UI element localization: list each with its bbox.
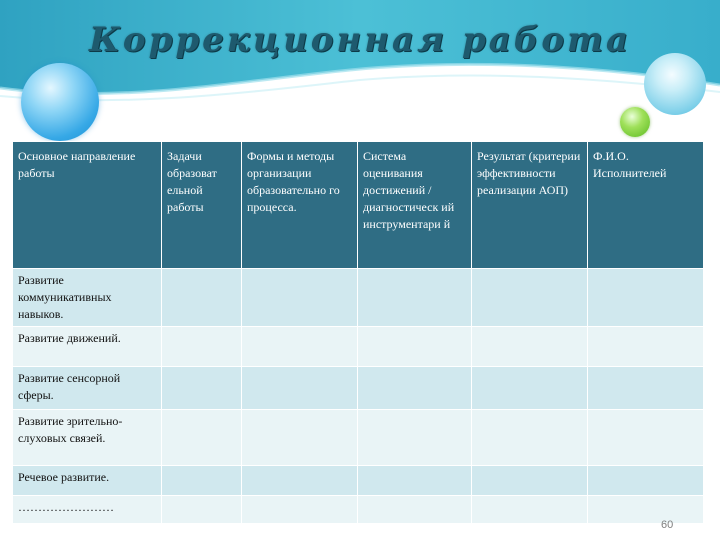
table-cell [588, 367, 704, 410]
table-cell [358, 496, 472, 524]
table-row [13, 496, 704, 524]
header-cell-executors: Ф.И.О. Исполнителей [588, 142, 704, 269]
table-row [13, 367, 704, 410]
table-cell [358, 466, 472, 496]
header-cell-tasks: Задачи образоват ельной работы [162, 142, 242, 269]
table-cell [472, 496, 588, 524]
table-cell [162, 269, 242, 327]
table-cell [242, 466, 358, 496]
slide-title: Коррекционная работа [88, 20, 632, 60]
table-cell [162, 367, 242, 410]
row-label-cell: …………………… [13, 496, 162, 524]
table-cell [162, 410, 242, 466]
table-row [13, 466, 704, 496]
header-cell-forms-methods: Формы и методы организации образовательно го процесса. [242, 142, 358, 269]
table-cell [472, 367, 588, 410]
table-cell [588, 410, 704, 466]
table-cell [472, 410, 588, 466]
row-label-cell: Развитие движений. [13, 327, 162, 367]
table-cell [358, 269, 472, 327]
header-cell-result: Результат (критерии эффективности реализации АОП) [472, 142, 588, 269]
table-cell [358, 410, 472, 466]
table-cell [472, 327, 588, 367]
table-cell [242, 327, 358, 367]
row-label-cell: Речевое развитие. [13, 466, 162, 496]
decorative-blue-bubble [21, 63, 99, 141]
table-cell [472, 466, 588, 496]
table-cell [242, 496, 358, 524]
table-cell [588, 269, 704, 327]
table-cell [588, 466, 704, 496]
header-cell-direction: Основное направление работы [13, 142, 162, 269]
table-row [13, 327, 704, 367]
table-cell [588, 327, 704, 367]
decorative-green-bubble [620, 107, 650, 137]
table-cell [358, 367, 472, 410]
table-cell [242, 410, 358, 466]
table-cell [358, 327, 472, 367]
decorative-light-bubble [644, 53, 706, 115]
table-row [13, 410, 704, 466]
row-label-cell: Развитие зрительно-слуховых связей. [13, 410, 162, 466]
page-number: 60 [661, 519, 674, 531]
table-cell [162, 327, 242, 367]
header-cell-assessment: Система оценивания достижений / диагностическ ий инструментари й [358, 142, 472, 269]
table-cell [162, 496, 242, 524]
correction-work-table [12, 141, 704, 524]
table-cell [472, 269, 588, 327]
row-label-cell: Развитие коммуникативных навыков. [13, 269, 162, 327]
table-cell [162, 466, 242, 496]
row-label-cell: Развитие сенсорной сферы. [13, 367, 162, 410]
table-cell [588, 496, 704, 524]
table-row [13, 269, 704, 327]
table-cell [242, 367, 358, 410]
table-header-row [13, 142, 704, 269]
table-cell [242, 269, 358, 327]
